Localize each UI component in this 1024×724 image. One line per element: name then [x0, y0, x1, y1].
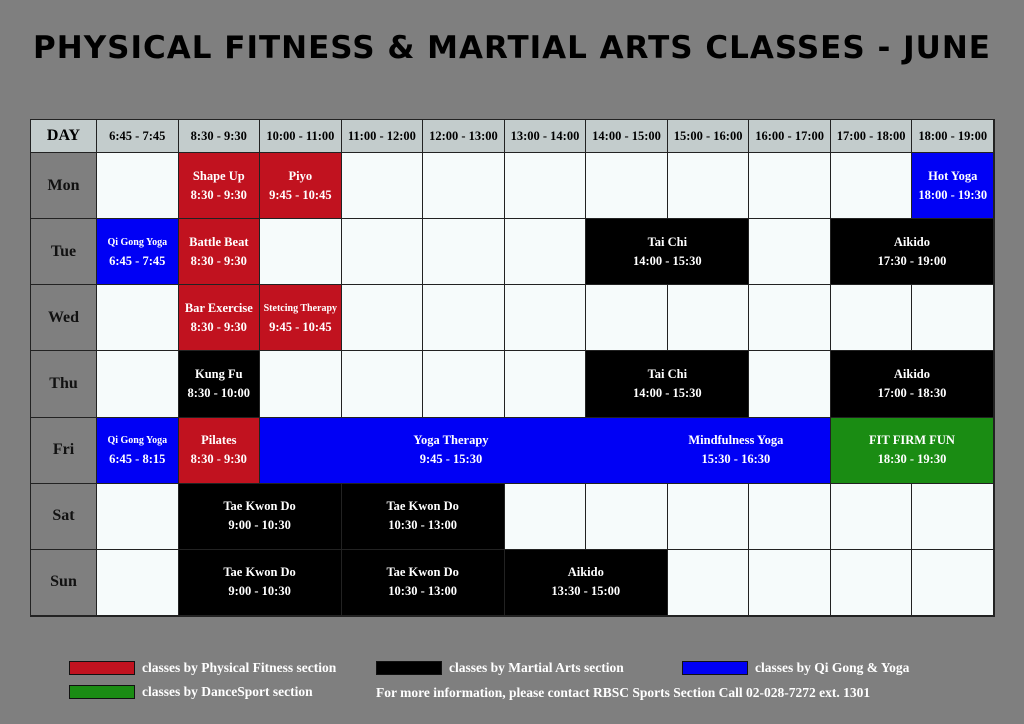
- day-label-wed: Wed: [31, 285, 97, 351]
- empty-cell: [260, 351, 342, 417]
- class-time: 18:30 - 19:30: [877, 452, 947, 467]
- class-name: Aikido: [893, 234, 931, 249]
- empty-cell: [505, 351, 587, 417]
- class-name: Piyo: [288, 168, 313, 183]
- class-time: 8:30 - 9:30: [190, 253, 247, 268]
- empty-cell: [260, 219, 342, 285]
- empty-cell: [912, 484, 994, 550]
- class-piyo[interactable]: [260, 153, 342, 219]
- empty-cell: [749, 153, 831, 219]
- legend-swatch: [376, 661, 442, 675]
- class-name: Tae Kwon Do: [386, 565, 459, 580]
- class-aikido[interactable]: [831, 351, 994, 417]
- header-slot: 10:00 - 11:00: [260, 120, 342, 153]
- class-time: 10:30 - 13:00: [388, 584, 458, 599]
- empty-cell: [831, 484, 913, 550]
- empty-cell: [342, 285, 424, 351]
- legend-label: classes by Qi Gong & Yoga: [755, 660, 910, 675]
- empty-cell: [749, 550, 831, 616]
- class-yoga-block: [260, 418, 831, 484]
- empty-cell: [668, 153, 750, 219]
- empty-cell: [668, 484, 750, 550]
- class-aikido[interactable]: [831, 219, 994, 285]
- empty-cell: [586, 153, 668, 219]
- page-title: PHYSICAL FITNESS & MARTIAL ARTS CLASSES - JUNE: [33, 30, 991, 66]
- day-label-tue: Tue: [31, 219, 97, 285]
- class-time: 8:30 - 9:30: [190, 452, 247, 467]
- class-time: 9:45 - 10:45: [269, 319, 332, 334]
- empty-cell: [912, 550, 994, 616]
- header-day: DAY: [31, 120, 97, 153]
- class-time: 17:00 - 18:30: [877, 385, 947, 400]
- header-slot: 14:00 - 15:00: [586, 120, 668, 153]
- class-name: Shape Up: [192, 168, 245, 183]
- class-tae-kwon-do[interactable]: [179, 484, 342, 550]
- class-time: 6:45 - 8:15: [109, 452, 166, 467]
- empty-cell: [668, 550, 750, 616]
- legend-label: classes by DanceSport section: [142, 684, 313, 699]
- empty-cell: [342, 351, 424, 417]
- legend-physical-fitness: [69, 660, 336, 676]
- header-slot: 18:00 - 19:00: [912, 120, 994, 153]
- day-label-sat: Sat: [31, 484, 97, 550]
- class-time: 9:45 - 15:30: [419, 452, 483, 467]
- class-name: Hot Yoga: [928, 168, 978, 183]
- empty-cell: [97, 285, 179, 351]
- class-pilates[interactable]: [179, 418, 261, 484]
- empty-cell: [505, 153, 587, 219]
- class-name: Qi Gong Yoga: [107, 236, 168, 248]
- empty-cell: [97, 484, 179, 550]
- day-label-mon: Mon: [31, 153, 97, 219]
- class-name: Aikido: [567, 565, 604, 580]
- day-label-sun: Sun: [31, 550, 97, 616]
- class-fit-firm-fun[interactable]: [831, 418, 994, 484]
- class-aikido[interactable]: [505, 550, 668, 616]
- empty-cell: [342, 153, 424, 219]
- empty-cell: [586, 285, 668, 351]
- empty-cell: [749, 285, 831, 351]
- class-tae-kwon-do[interactable]: [342, 550, 505, 616]
- class-tae-kwon-do[interactable]: [179, 550, 342, 616]
- empty-cell: [749, 351, 831, 417]
- header-slot: 8:30 - 9:30: [179, 120, 261, 153]
- class-time: 8:30 - 9:30: [190, 187, 247, 202]
- class-time: 17:30 - 19:00: [877, 253, 947, 268]
- legend-label: classes by Martial Arts section: [449, 660, 624, 675]
- legend-swatch: [682, 661, 748, 675]
- class-name: Yoga Therapy: [413, 433, 489, 448]
- class-time: 15:30 - 16:30: [701, 452, 771, 467]
- header-slot: 13:00 - 14:00: [505, 120, 587, 153]
- class-name: Mindfulness Yoga: [688, 433, 784, 448]
- class-battle-beat[interactable]: [179, 219, 261, 285]
- day-label-fri: Fri: [31, 418, 97, 484]
- class-name: Tae Kwon Do: [223, 565, 296, 580]
- class-qigong-yoga[interactable]: [97, 219, 179, 285]
- class-tai-chi[interactable]: [586, 351, 749, 417]
- class-yoga-therapy[interactable]: [260, 431, 642, 469]
- class-name: Qi Gong Yoga: [107, 435, 168, 447]
- class-stretching-therapy[interactable]: [260, 285, 342, 351]
- empty-cell: [505, 484, 587, 550]
- legend-martial-arts: [376, 660, 624, 676]
- empty-cell: [831, 153, 913, 219]
- class-time: 9:00 - 10:30: [228, 584, 291, 599]
- class-time: 10:30 - 13:00: [388, 518, 458, 533]
- empty-cell: [423, 285, 505, 351]
- header-slot: 17:00 - 18:00: [831, 120, 913, 153]
- empty-cell: [749, 484, 831, 550]
- empty-cell: [586, 484, 668, 550]
- class-name: Stetcing Therapy: [263, 302, 338, 314]
- legend-qigong-yoga: [682, 660, 909, 676]
- class-qigong-yoga[interactable]: [97, 418, 179, 484]
- class-time: 8:30 - 9:30: [190, 319, 247, 334]
- class-tai-chi[interactable]: [586, 219, 749, 285]
- empty-cell: [505, 219, 587, 285]
- legend-swatch: [69, 661, 135, 675]
- day-label-thu: Thu: [31, 351, 97, 417]
- legend-dancesport: [69, 684, 313, 700]
- class-bar-exercise[interactable]: [179, 285, 261, 351]
- class-time: 9:45 - 10:45: [269, 187, 332, 202]
- class-time: 13:30 - 15:00: [551, 584, 621, 599]
- header-slot: 15:00 - 16:00: [668, 120, 750, 153]
- class-name: Aikido: [893, 366, 931, 381]
- legend-label: classes by Physical Fitness section: [142, 660, 337, 675]
- contact-info: For more information, please contact RBSC Sports Section Call 02-028-7272 ext. 1301: [376, 685, 871, 700]
- class-name: Bar Exercise: [184, 300, 253, 315]
- class-mindfulness-yoga[interactable]: [642, 431, 830, 469]
- empty-cell: [97, 550, 179, 616]
- empty-cell: [831, 550, 913, 616]
- class-name: Kung Fu: [195, 366, 243, 381]
- empty-cell: [505, 285, 587, 351]
- schedule-table: [30, 119, 995, 617]
- empty-cell: [423, 351, 505, 417]
- class-name: Tai Chi: [647, 234, 688, 249]
- header-slot: 12:00 - 13:00: [423, 120, 505, 153]
- empty-cell: [342, 219, 424, 285]
- class-hot-yoga[interactable]: [912, 153, 994, 219]
- empty-cell: [423, 153, 505, 219]
- empty-cell: [749, 219, 831, 285]
- class-name: Tai Chi: [647, 366, 688, 381]
- class-time: 9:00 - 10:30: [228, 518, 291, 533]
- class-time: 8:30 - 10:00: [187, 385, 251, 400]
- class-time: 6:45 - 7:45: [109, 253, 166, 268]
- empty-cell: [668, 285, 750, 351]
- class-time: 18:00 - 19:30: [918, 187, 988, 202]
- empty-cell: [831, 285, 913, 351]
- header-slot: 16:00 - 17:00: [749, 120, 831, 153]
- class-name: FIT FIRM FUN: [869, 433, 955, 448]
- header-slot: 6:45 - 7:45: [97, 120, 179, 153]
- class-time: 14:00 - 15:30: [632, 385, 702, 400]
- class-name: Battle Beat: [189, 234, 249, 249]
- empty-cell: [423, 219, 505, 285]
- empty-cell: [97, 153, 179, 219]
- empty-cell: [912, 285, 994, 351]
- class-name: Tae Kwon Do: [223, 499, 296, 514]
- class-name: Pilates: [201, 433, 237, 448]
- legend-swatch: [69, 685, 135, 699]
- class-name: Tae Kwon Do: [386, 499, 459, 514]
- empty-cell: [97, 351, 179, 417]
- header-slot: 11:00 - 12:00: [342, 120, 424, 153]
- class-shape-up[interactable]: [179, 153, 261, 219]
- class-time: 14:00 - 15:30: [632, 253, 702, 268]
- class-kung-fu[interactable]: [179, 351, 261, 417]
- class-tae-kwon-do[interactable]: [342, 484, 505, 550]
